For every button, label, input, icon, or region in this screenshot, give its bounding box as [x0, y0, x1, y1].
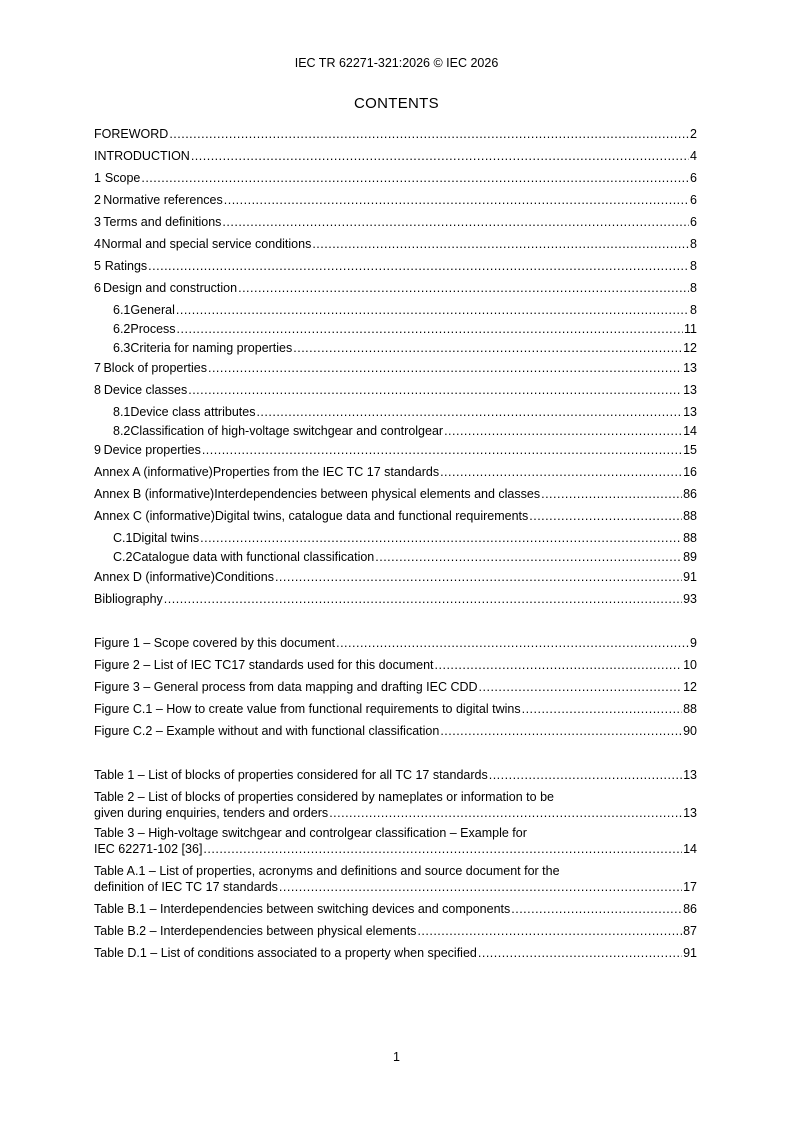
dot-leader	[489, 767, 682, 783]
toc-entry-number: 9	[94, 443, 101, 457]
page-number: 1	[393, 1050, 400, 1064]
toc-entry-number: 6.1	[113, 303, 131, 317]
toc-entry-number: 6.3	[113, 341, 131, 355]
dot-leader	[256, 404, 682, 420]
dot-leader	[148, 258, 689, 274]
toc-entry-label: Digital twins, catalogue data and functional requirements	[214, 509, 529, 523]
toc-entry-page: 6	[690, 193, 697, 207]
toc-entry-page: 16	[683, 465, 697, 479]
toc-entry-c-2[interactable]	[94, 549, 697, 565]
document-header: IEC TR 62271-321:2026 © IEC 2026	[294, 56, 499, 70]
toc-entry-number: C.1	[113, 531, 133, 545]
toc-entry-8-2[interactable]	[94, 423, 697, 439]
toc-entry-introduction[interactable]	[94, 148, 697, 164]
list-of-tables-entry[interactable]	[94, 789, 697, 821]
figure-entry-page: 9	[690, 636, 697, 650]
contents-title: CONTENTS	[354, 95, 439, 112]
dot-leader	[435, 657, 683, 673]
toc-entry-2[interactable]	[94, 192, 697, 208]
toc-entry-number: 7	[94, 361, 101, 375]
toc-entry-3[interactable]	[94, 214, 697, 230]
toc-entry-label: Device properties	[103, 443, 201, 457]
dot-leader	[375, 549, 682, 565]
list-of-tables-entry[interactable]	[94, 901, 697, 917]
figure-entry-page: 88	[683, 702, 697, 716]
toc-entry-1[interactable]	[94, 170, 697, 186]
list-of-figures-entry[interactable]	[94, 723, 697, 739]
toc-entry-label: Conditions	[214, 570, 274, 584]
dot-leader	[141, 170, 689, 186]
table-entry-label: IEC 62271-102 [36]	[94, 842, 203, 856]
toc-entry-page: 14	[683, 424, 697, 438]
toc-entry-annex-c[interactable]	[94, 508, 697, 524]
toc-entry-annex-a[interactable]	[94, 464, 697, 480]
table-entry-label: given during enquiries, tenders and orders	[94, 806, 329, 820]
toc-entry-page: 2	[690, 127, 697, 141]
toc-entry-number: Annex B (informative)	[94, 487, 215, 501]
toc-entry-label: Device classes	[103, 383, 188, 397]
toc-entry-foreword[interactable]	[94, 126, 697, 142]
list-of-tables-entry[interactable]	[94, 863, 697, 895]
toc-entry-label: Terms and definitions	[103, 215, 222, 229]
dot-leader	[177, 321, 683, 337]
dot-leader	[312, 236, 689, 252]
table-entry-label-line1: Table 2 – List of blocks of properties considered by nameplates or information to be	[94, 790, 554, 804]
dot-leader	[478, 945, 682, 961]
toc-entry-page: 6	[690, 171, 697, 185]
list-of-figures-entry[interactable]	[94, 657, 697, 673]
toc-entry-label: Ratings	[104, 259, 148, 273]
toc-entry-6-1[interactable]	[94, 302, 697, 318]
figure-entry-label: Figure C.2 – Example without and with functional classification	[94, 724, 440, 738]
toc-entry-label: Scope	[104, 171, 141, 185]
toc-entry-page: 13	[683, 383, 697, 397]
toc-entry-page: 91	[683, 570, 697, 584]
toc-entry-number: 1	[94, 171, 101, 185]
dot-leader	[191, 148, 689, 164]
dot-leader	[222, 214, 689, 230]
figure-entry-page: 90	[683, 724, 697, 738]
table-entry-page: 14	[683, 842, 697, 856]
toc-entry-number: Annex A (informative)	[94, 465, 213, 479]
toc-entry-6-2[interactable]	[94, 321, 697, 337]
toc-entry-annex-b[interactable]	[94, 486, 697, 502]
toc-entry-page: 15	[683, 443, 697, 457]
dot-leader	[279, 879, 682, 895]
toc-entry-page: 6	[690, 215, 697, 229]
dot-leader	[329, 805, 682, 821]
toc-entry-number: 3	[94, 215, 101, 229]
dot-leader	[479, 679, 683, 695]
table-entry-page: 13	[683, 806, 697, 820]
table-entry-page: 17	[683, 880, 697, 894]
table-entry-label: Table B.1 – Interdependencies between switching devices and components	[94, 902, 511, 916]
figure-entry-label: Figure C.1 – How to create value from functional requirements to digital twins	[94, 702, 521, 716]
table-entry-label: definition of IEC TC 17 standards	[94, 880, 278, 894]
toc-entry-page: 86	[683, 487, 697, 501]
toc-entry-page: 93	[683, 592, 697, 606]
list-of-figures-entry[interactable]	[94, 701, 697, 717]
toc-entry-number: Annex D (informative)	[94, 570, 215, 584]
toc-entry-page: 8	[690, 237, 697, 251]
list-of-tables-entry[interactable]	[94, 923, 697, 939]
toc-entry-label: Interdependencies between physical elements and classes	[214, 487, 541, 501]
list-of-tables-entry[interactable]	[94, 767, 697, 783]
dot-leader	[275, 569, 682, 585]
toc-entry-5[interactable]	[94, 258, 697, 274]
table-entry-label: Table B.2 – Interdependencies between physical elements	[94, 924, 417, 938]
table-entry-page: 13	[683, 768, 697, 782]
toc-entry-page: 4	[690, 149, 697, 163]
toc-entry-label: Device class attributes	[130, 405, 256, 419]
list-of-figures-entry[interactable]	[94, 679, 697, 695]
toc-entry-number: 8.1	[113, 405, 131, 419]
figure-entry-label: Figure 3 – General process from data mapping and drafting IEC CDD	[94, 680, 478, 694]
toc-entry-label: Catalogue data with functional classification	[132, 550, 375, 564]
dot-leader	[238, 280, 689, 296]
list-of-figures-entry[interactable]	[94, 635, 697, 651]
dot-leader	[203, 841, 682, 857]
toc-entry-number: C.2	[113, 550, 133, 564]
toc-entry-page: 13	[683, 361, 697, 375]
figure-entry-page: 12	[683, 680, 697, 694]
dot-leader	[188, 382, 682, 398]
figure-entry-page: 10	[683, 658, 697, 672]
table-entry-label-line1: Table 3 – High-voltage switchgear and controlgear classification – Example for	[94, 826, 527, 840]
dot-leader	[293, 340, 682, 356]
toc-entry-6[interactable]	[94, 280, 697, 296]
table-entry-label: Table D.1 – List of conditions associated to a property when specified	[94, 946, 477, 960]
toc-entry-label: General	[130, 303, 175, 317]
toc-entry-number: 2	[94, 193, 101, 207]
toc-entry-label: Normative references	[103, 193, 223, 207]
toc-entry-number: 8	[94, 383, 101, 397]
dot-leader	[169, 126, 689, 142]
toc-entry-annex-d[interactable]	[94, 569, 697, 585]
toc-entry-9[interactable]	[94, 442, 697, 458]
dot-leader	[444, 423, 682, 439]
toc-entry-6-3[interactable]	[94, 340, 697, 356]
toc-entry-label: Process	[130, 322, 176, 336]
list-of-tables-entry[interactable]	[94, 945, 697, 961]
toc-entry-7[interactable]	[94, 360, 697, 376]
figure-entry-label: Figure 2 – List of IEC TC17 standards used for this document	[94, 658, 434, 672]
toc-entry-label: Classification of high-voltage switchgear and controlgear	[130, 424, 444, 438]
table-entry-page: 86	[683, 902, 697, 916]
dot-leader	[200, 530, 682, 546]
toc-entry-page: 88	[683, 531, 697, 545]
toc-entry-page: 13	[683, 405, 697, 419]
table-entry-page: 87	[683, 924, 697, 938]
toc-entry-label: Properties from the IEC TC 17 standards	[212, 465, 440, 479]
toc-entry-8[interactable]	[94, 382, 697, 398]
dot-leader	[440, 723, 682, 739]
toc-entry-8-1[interactable]	[94, 404, 697, 420]
list-of-tables-entry[interactable]	[94, 825, 697, 857]
dot-leader	[336, 635, 689, 651]
toc-entry-label: Normal and special service conditions	[101, 237, 312, 251]
toc-entry-page: 12	[683, 341, 697, 355]
table-entry-page: 91	[683, 946, 697, 960]
dot-leader	[202, 442, 682, 458]
table-entry-label-line1: Table A.1 – List of properties, acronyms and definitions and source document for the	[94, 864, 560, 878]
dot-leader	[208, 360, 682, 376]
toc-entry-page: 88	[683, 509, 697, 523]
toc-entry-number: 4	[94, 237, 101, 251]
toc-entry-page: 8	[690, 281, 697, 295]
dot-leader	[224, 192, 689, 208]
toc-entry-page: 11	[684, 322, 697, 336]
toc-entry-label: Criteria for naming properties	[130, 341, 293, 355]
dot-leader	[176, 302, 689, 318]
toc-entry-page: 8	[690, 303, 697, 317]
toc-entry-c-1[interactable]	[94, 530, 697, 546]
figure-entry-label: Figure 1 – Scope covered by this document	[94, 636, 336, 650]
toc-entry-label: INTRODUCTION	[94, 149, 190, 163]
dot-leader	[417, 923, 682, 939]
toc-entry-label: Design and construction	[102, 281, 238, 295]
table-entry-label: Table 1 – List of blocks of properties considered for all TC 17 standards	[94, 768, 488, 782]
toc-entry-label: Bibliography	[94, 592, 163, 606]
dot-leader	[511, 901, 682, 917]
toc-entry-number: 6.2	[113, 322, 131, 336]
toc-entry-page: 8	[690, 259, 697, 273]
toc-entry-4[interactable]	[94, 236, 697, 252]
dot-leader	[522, 701, 683, 717]
dot-leader	[440, 464, 682, 480]
dot-leader	[541, 486, 682, 502]
toc-entry-label: Block of properties	[103, 361, 207, 375]
toc-entry-label: Digital twins	[132, 531, 200, 545]
toc-entry-number: 8.2	[113, 424, 131, 438]
dot-leader	[529, 508, 682, 524]
toc-entry-label: FOREWORD	[94, 127, 169, 141]
dot-leader	[164, 591, 682, 607]
toc-entry-number: 6	[94, 281, 101, 295]
toc-entry-page: 89	[683, 550, 697, 564]
toc-entry-number: 5	[94, 259, 101, 273]
toc-entry-number: Annex C (informative)	[94, 509, 215, 523]
toc-entry-bibliography[interactable]	[94, 591, 697, 607]
